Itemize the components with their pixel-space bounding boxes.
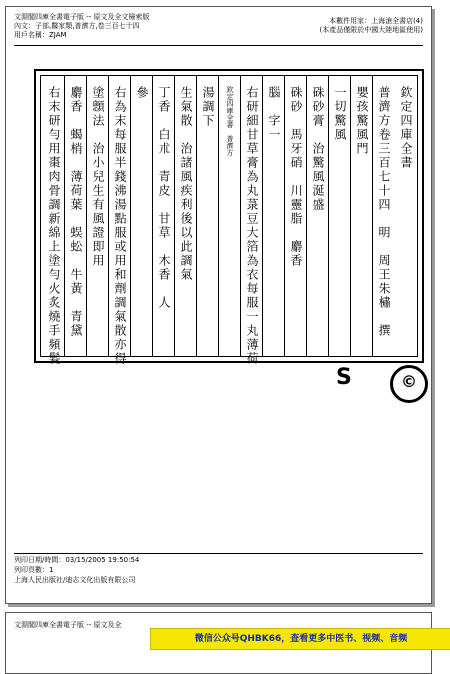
- header-right: [320, 17, 423, 35]
- text-column: [196, 76, 219, 356]
- print-pages: 列印頁數：1: [14, 566, 54, 574]
- publisher-line: 上海人民出版社/迪志文化出版有限公司: [14, 576, 136, 584]
- stamp-area: [336, 365, 426, 395]
- column-text: 右為末每服半錢沸湯點服或用和劑調氣散亦得: [113, 86, 127, 366]
- text-column: [395, 76, 417, 356]
- column-text: 生氣散 治諸風疾利後以此調氣: [179, 86, 193, 282]
- column-text: 右研細甘草膏為丸菉豆大箔為衣每服一丸薄荷: [245, 86, 259, 366]
- header-content-path: 內文：子部,醫家類,普濟方,卷三百七十四: [14, 22, 140, 30]
- promo-banner: 微信公众号QHBK66，查看更多中医书、视频、音频: [150, 628, 450, 650]
- column-text: 右末研勻用棗肉骨調新綿上塗勻火炙燒手頻髮: [47, 86, 61, 366]
- text-column: [43, 76, 65, 366]
- header-divider: [14, 45, 423, 46]
- column-text: 欽定四庫全書 普濟方: [226, 86, 234, 156]
- column-text: 硃砂膏 治驚風涎盛: [311, 86, 325, 212]
- column-text: 嬰孩驚風門: [355, 86, 369, 156]
- text-column: [262, 76, 285, 356]
- text-column: [328, 76, 351, 356]
- document-page: [5, 6, 432, 604]
- text-column: [240, 76, 263, 366]
- scan-inner-frame: [40, 75, 418, 366]
- publisher-mark-s: S: [336, 365, 352, 390]
- column-text: 腦 字一: [267, 86, 281, 142]
- header-region-notice: (本產品僅限於中國大陸地區使用): [319, 26, 423, 34]
- text-column: [108, 76, 131, 366]
- column-text: 塗顖法 治小兒生有風證即用: [91, 86, 105, 268]
- text-column: [152, 76, 175, 356]
- column-text: 麝香 蝎梢 薄荷葉 蜈蚣 牛黃 青黛: [69, 86, 83, 338]
- scanned-text-block: [34, 69, 424, 366]
- header-licensee: 本數件用家：上海滄全書店(4): [329, 17, 423, 25]
- footer: [14, 555, 139, 585]
- header-title: 文淵閣四庫全書電子版 -- 原文及全文檢索版: [14, 13, 150, 21]
- header-username: 用戶名稱：ZJAM: [14, 31, 67, 39]
- header-left: [14, 13, 150, 40]
- column-text: 普濟方卷三百七十四 明 周王朱橚 撰: [377, 86, 391, 338]
- column-text: 硃砂 馬牙硝 川靈脂 麝香: [289, 86, 303, 268]
- column-text: 湯調下: [201, 86, 215, 128]
- column-text: 丁香 白朮 青皮 甘草 木香 人: [157, 86, 171, 310]
- text-column: [218, 76, 241, 356]
- publisher-mark-circle: ©: [390, 365, 428, 403]
- footer-divider: [14, 553, 423, 554]
- print-datetime: 列印日期/時間：03/15/2005 19:50:54: [14, 556, 140, 564]
- text-column: [174, 76, 197, 356]
- text-column: [306, 76, 329, 356]
- column-text: 參: [135, 86, 149, 100]
- text-column: [130, 76, 153, 356]
- text-column: [284, 76, 307, 356]
- column-text: 一切驚風: [333, 86, 347, 142]
- text-column: [372, 76, 395, 356]
- text-column: [350, 76, 373, 356]
- next-page-header: 文淵閣四庫全書電子版 -- 原文及全: [14, 621, 122, 629]
- column-text: 欽定四庫全書: [399, 86, 413, 170]
- text-column: [64, 76, 87, 356]
- text-column: [86, 76, 109, 356]
